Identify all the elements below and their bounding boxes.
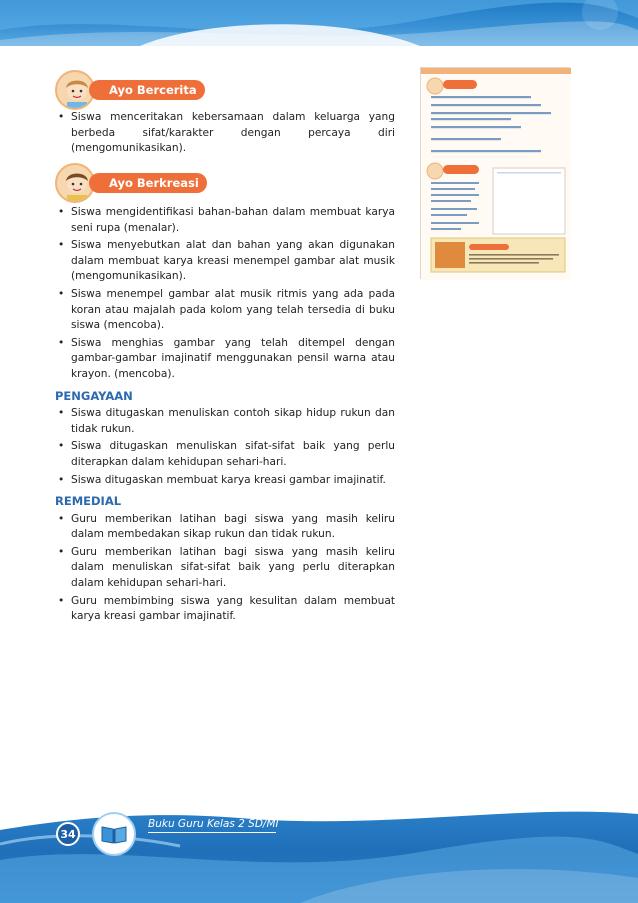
pengayaan-heading: PENGAYAAN bbox=[55, 388, 133, 403]
main-content bbox=[55, 205, 395, 627]
list-item: • Guru membimbing siswa yang kesulitan dalam membuat karya kreasi gambar imajinatif. bbox=[55, 594, 395, 625]
student-book-thumbnail bbox=[420, 67, 570, 279]
page-number: 34 bbox=[56, 822, 80, 846]
footer-underline bbox=[148, 832, 276, 833]
book-title: Buku Guru Kelas 2 SD/MI bbox=[148, 818, 279, 830]
ayo-berkreasi-banner bbox=[55, 173, 205, 193]
remedial-heading: REMEDIAL bbox=[55, 494, 122, 509]
list-item: • Siswa menceritakan kebersamaan dalam keluarga yang berbeda sifat/karakter dengan percaya diri (mengomunikasikan). bbox=[55, 110, 395, 157]
list-item: • Guru memberikan latihan bagi siswa yang masih keliru dalam menuliskan sifat-sifat baik yang perlu diterapkan dalam kehidupan sehari-hari. bbox=[55, 545, 395, 592]
header-swirl-graphic bbox=[0, 0, 638, 46]
list-item: • Siswa menyebutkan alat dan bahan yang akan digunakan dalam membuat karya kreasi menempel gambar alat musik (mengomunikasikan). bbox=[55, 238, 395, 285]
list-item: • Siswa mengidentifikasi bahan-bahan dalam membuat karya seni rupa (menalar). bbox=[55, 205, 395, 236]
list-item: • Siswa ditugaskan membuat karya kreasi gambar imajinatif. bbox=[55, 473, 395, 489]
ayo-bercerita-content bbox=[55, 110, 395, 159]
footer-swirl-graphic bbox=[0, 800, 638, 903]
ayo-berkreasi-list bbox=[55, 205, 395, 383]
remedial-list bbox=[55, 512, 395, 625]
header-decoration bbox=[0, 0, 638, 46]
list-item: • Guru memberikan latihan bagi siswa yang masih keliru dalam membedakan sikap rukun dan tidak rukun. bbox=[55, 512, 395, 543]
list-item: • Siswa ditugaskan menuliskan contoh sikap hidup rukun dan tidak rukun. bbox=[55, 406, 395, 437]
list-item: • Siswa ditugaskan menuliskan sifat-sifat baik yang perlu diterapkan dalam kehidupan sehari-hari. bbox=[55, 439, 395, 470]
ayo-bercerita-banner bbox=[55, 80, 205, 100]
list-item: • Siswa menghias gambar yang telah ditempel dengan gambar-gambar imajinatif menggunakan pensil warna atau krayon. (mencoba). bbox=[55, 336, 395, 383]
footer-decoration bbox=[0, 800, 638, 903]
ayo-berkreasi-title: Ayo Berkreasi bbox=[89, 173, 207, 193]
ayo-bercerita-list bbox=[55, 110, 395, 157]
thumbnail-graphic bbox=[421, 68, 571, 280]
open-book-icon bbox=[92, 812, 136, 856]
list-item: • Siswa menempel gambar alat musik ritmis yang ada pada koran atau majalah pada kolom yang telah tersedia di buku siswa (mencoba). bbox=[55, 287, 395, 334]
pengayaan-list bbox=[55, 406, 395, 488]
ayo-bercerita-title: Ayo Bercerita bbox=[89, 80, 205, 100]
